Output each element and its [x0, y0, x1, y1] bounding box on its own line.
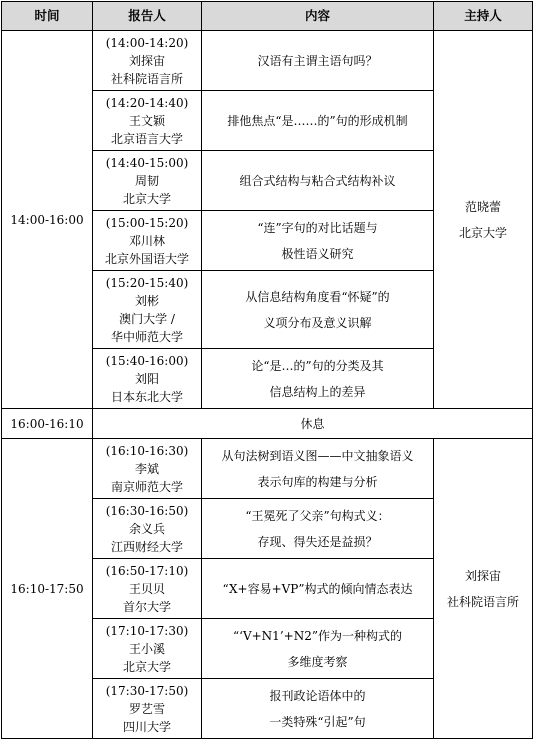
- talk-title-line2: 义项分布及意义识解: [263, 315, 372, 330]
- session-time: 16:10-17:50: [2, 439, 93, 739]
- speaker-cell: [93, 499, 202, 559]
- speaker-name: 刘彬: [134, 293, 159, 308]
- break-time: 16:00-16:10: [2, 409, 93, 439]
- speaker-affiliation: 首尔大学: [122, 599, 171, 614]
- speaker-name: 王贝贝: [128, 581, 165, 596]
- session-time: 14:00-16:00: [2, 31, 93, 409]
- header-host: 主持人: [434, 2, 533, 31]
- talk-title-line1: “连”字句的对比话题与: [257, 220, 378, 235]
- host-name: 范晓蕾: [464, 199, 501, 214]
- speaker-affiliation: 四川大学: [122, 719, 171, 734]
- speaker-cell: [93, 559, 202, 619]
- table-row: [2, 439, 533, 499]
- speaker-cell: [93, 31, 202, 91]
- speaker-name: 邓川林: [128, 233, 165, 248]
- talk-title-line1: “王冕死了父亲”句构式义：: [245, 508, 390, 523]
- speaker-cell: [93, 151, 202, 211]
- break-label: 休息: [93, 409, 533, 439]
- content-cell: [202, 151, 434, 211]
- talk-title-line1: 从信息结构角度看“怀疑”的: [245, 289, 390, 304]
- speaker-name: 周韧: [134, 173, 159, 188]
- header-content: 内容: [202, 2, 434, 31]
- talk-title: 排他焦点“是……的”句的形成机制: [227, 113, 408, 128]
- content-cell: [202, 349, 434, 409]
- talk-slot: (16:10-16:30): [105, 443, 189, 458]
- talk-title: 组合式结构与粘合式结构补议: [239, 173, 396, 188]
- content-cell: [202, 211, 434, 271]
- talk-slot: (14:20-14:40): [105, 95, 189, 110]
- speaker-cell: [93, 679, 202, 739]
- speaker-name: 刘阳: [134, 371, 159, 386]
- talk-slot: (15:00-15:20): [105, 215, 189, 230]
- talk-title-line2: 信息结构上的差异: [269, 384, 366, 399]
- speaker-cell: [93, 349, 202, 409]
- content-cell: [202, 559, 434, 619]
- speaker-affiliation: 江西财经大学: [110, 539, 183, 554]
- speaker-cell: [93, 619, 202, 679]
- speaker-cell: [93, 271, 202, 349]
- speaker-affiliation: 北京大学: [122, 659, 171, 674]
- content-cell: [202, 499, 434, 559]
- content-cell: [202, 619, 434, 679]
- speaker-cell: [93, 91, 202, 151]
- talk-title: “X+容易+VP”构式的倾向情态表达: [222, 581, 413, 596]
- talk-slot: (17:10-17:30): [105, 623, 189, 638]
- talk-title-line1: 从句法树到语义图——中文抽象语义: [221, 448, 414, 463]
- content-cell: [202, 91, 434, 151]
- speaker-name: 余义兵: [128, 521, 165, 536]
- talk-title-line2: 多维度考察: [287, 654, 348, 669]
- talk-title-line2: 存现、得失还是益损？: [257, 534, 378, 549]
- talk-slot: (14:00-14:20): [105, 35, 189, 50]
- speaker-cell: [93, 439, 202, 499]
- host-cell: [434, 31, 533, 409]
- speaker-name: 王文颖: [128, 113, 165, 128]
- speaker-name: 刘探宙: [128, 53, 165, 68]
- table-row: [2, 31, 533, 91]
- talk-title: 汉语有主谓主语句吗？: [257, 53, 378, 68]
- schedule-table: [1, 1, 533, 739]
- content-cell: [202, 679, 434, 739]
- talk-slot: (15:40-16:00): [105, 353, 189, 368]
- speaker-affiliation: 北京大学: [122, 191, 171, 206]
- host-affiliation: 北京大学: [458, 225, 507, 240]
- speaker-affiliation: 南京师范大学: [110, 479, 183, 494]
- speaker-affiliation-2: 华中师范大学: [110, 329, 183, 344]
- talk-slot: (14:40-15:00): [105, 155, 189, 170]
- content-cell: [202, 271, 434, 349]
- speaker-name: 罗艺雪: [128, 701, 165, 716]
- host-name: 刘探宙: [464, 568, 501, 583]
- talk-slot: (15:20-15:40): [105, 275, 189, 290]
- content-cell: [202, 439, 434, 499]
- speaker-affiliation: 北京外国语大学: [104, 251, 189, 266]
- speaker-cell: [93, 211, 202, 271]
- content-cell: [202, 31, 434, 91]
- table-header-row: [2, 2, 533, 31]
- speaker-name: 王小溪: [128, 641, 165, 656]
- talk-title-line1: 论“是…的”句的分类及其: [251, 358, 384, 373]
- talk-title-line2: 一类特殊“引起”句: [269, 714, 366, 729]
- talk-slot: (16:30-16:50): [105, 503, 189, 518]
- break-row: [2, 409, 533, 439]
- talk-title-line1: 报刊政论语体中的: [269, 688, 366, 703]
- talk-slot: (17:30-17:50): [105, 683, 189, 698]
- talk-slot: (16:50-17:10): [105, 563, 189, 578]
- speaker-affiliation: 日本东北大学: [110, 389, 183, 404]
- speaker-affiliation: 社科院语言所: [110, 71, 183, 86]
- talk-title-line2: 极性语义研究: [281, 246, 354, 261]
- speaker-name: 李斌: [134, 461, 159, 476]
- header-time: 时间: [2, 2, 93, 31]
- talk-title-line1: “‘V+N1’+N2”作为一种构式的: [233, 628, 402, 643]
- talk-title-line2: 表示句库的构建与分析: [257, 474, 378, 489]
- speaker-affiliation: 澳门大学 /: [119, 311, 175, 326]
- speaker-affiliation: 北京语言大学: [110, 131, 183, 146]
- host-affiliation: 社科院语言所: [446, 594, 519, 609]
- host-cell: [434, 439, 533, 739]
- header-speaker: 报告人: [93, 2, 202, 31]
